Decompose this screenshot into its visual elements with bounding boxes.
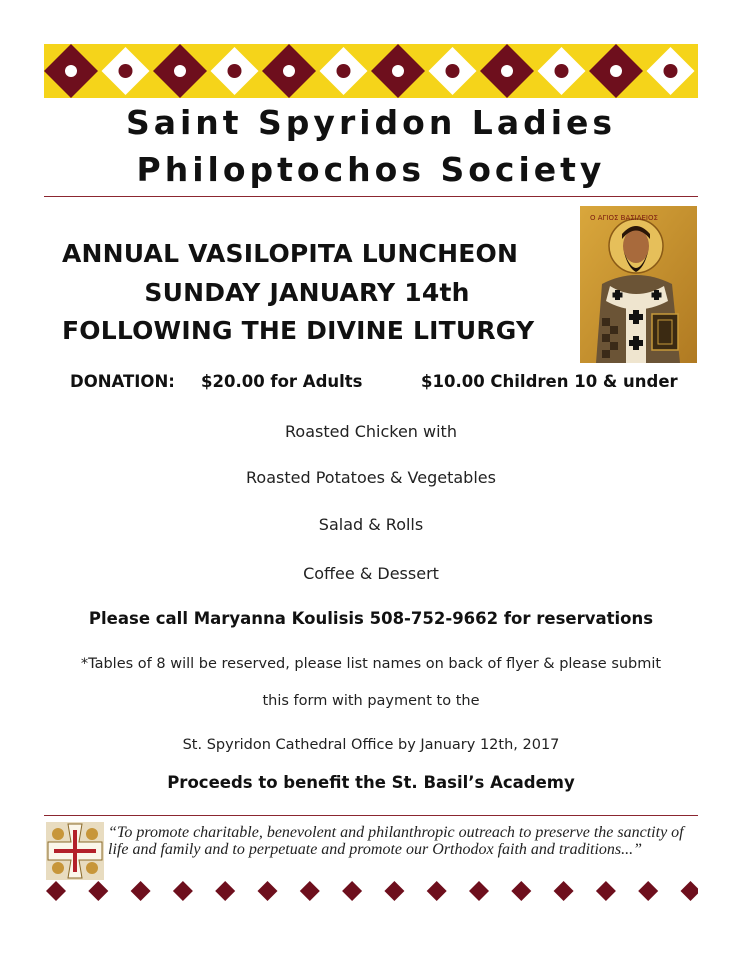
border-diamond: [173, 881, 193, 901]
diamond-center-dot: [228, 64, 242, 78]
border-diamond: [131, 881, 151, 901]
table-note-line3: St. Spyridon Cathedral Office by January 12th, 2017: [182, 737, 560, 753]
table-note-line1: *Tables of 8 will be reserved, please list names on back of flyer & please submit: [80, 656, 662, 672]
menu-item: Coffee & Dessert: [303, 564, 439, 583]
border-diamond: [342, 881, 362, 901]
border-diamond: [88, 881, 108, 901]
saint-basil-icon-image: [580, 206, 697, 363]
diamond-center-dot: [664, 64, 678, 78]
diamond-center-dot: [501, 65, 513, 77]
diamond-center-dot: [446, 64, 460, 78]
table-note-line2: this form with payment to the: [262, 693, 480, 709]
divider-bottom: [44, 815, 698, 816]
menu-item: Roasted Potatoes & Vegetables: [246, 468, 496, 487]
organization-title-line1: Saint Spyridon Ladies: [125, 103, 617, 142]
icon-inscription: O ΑΓΙΟΣ ΒΑΣΙΛΕΙΟΣ: [590, 214, 658, 222]
donation-label: DONATION:: [70, 372, 175, 391]
mission-statement: “To promote charitable, benevolent and philanthropic outreach to preserve the sanctity of life and family and to perpetuate and promote our Orthodox faith and traditions...”: [108, 824, 684, 858]
decorative-diamond-band: [44, 44, 698, 98]
border-diamond: [215, 881, 235, 901]
diamond-center-dot: [119, 64, 133, 78]
border-diamond: [258, 881, 278, 901]
border-diamond: [511, 881, 531, 901]
reservation-contact: Please call Maryanna Koulisis 508-752-9662 for reservations: [88, 609, 654, 628]
donation-adults: $20.00 for Adults: [201, 372, 363, 391]
donation-children: $10.00 Children 10 & under: [421, 372, 678, 391]
diamond-center-dot: [610, 65, 622, 77]
diamond-center-dot: [392, 65, 404, 77]
border-diamond: [681, 881, 699, 901]
proceeds-note: Proceeds to benefit the St. Basil’s Academy: [167, 773, 575, 792]
diamond-center-dot: [174, 65, 186, 77]
organization-title-line2: Philoptochos Society: [136, 150, 606, 189]
border-diamond: [596, 881, 616, 901]
event-headline-date: SUNDAY JANUARY 14th: [144, 278, 470, 307]
event-headline-title: ANNUAL VASILOPITA LUNCHEON: [62, 239, 519, 268]
menu-item: Salad & Rolls: [318, 515, 424, 534]
decorative-diamond-border-bottom: [44, 880, 698, 902]
menu-item: Roasted Chicken with: [285, 422, 457, 441]
border-diamond: [46, 881, 66, 901]
border-diamond: [300, 881, 320, 901]
divider-top: [44, 196, 698, 197]
border-diamond: [638, 881, 658, 901]
border-diamond: [384, 881, 404, 901]
border-diamond: [469, 881, 489, 901]
event-headline-liturgy: FOLLOWING THE DIVINE LITURGY: [62, 316, 535, 345]
border-diamond: [427, 881, 447, 901]
diamond-center-dot: [283, 65, 295, 77]
border-diamond: [554, 881, 574, 901]
philoptochos-cross-icon: [46, 822, 104, 880]
diamond-center-dot: [337, 64, 351, 78]
diamond-center-dot: [65, 65, 77, 77]
diamond-center-dot: [555, 64, 569, 78]
